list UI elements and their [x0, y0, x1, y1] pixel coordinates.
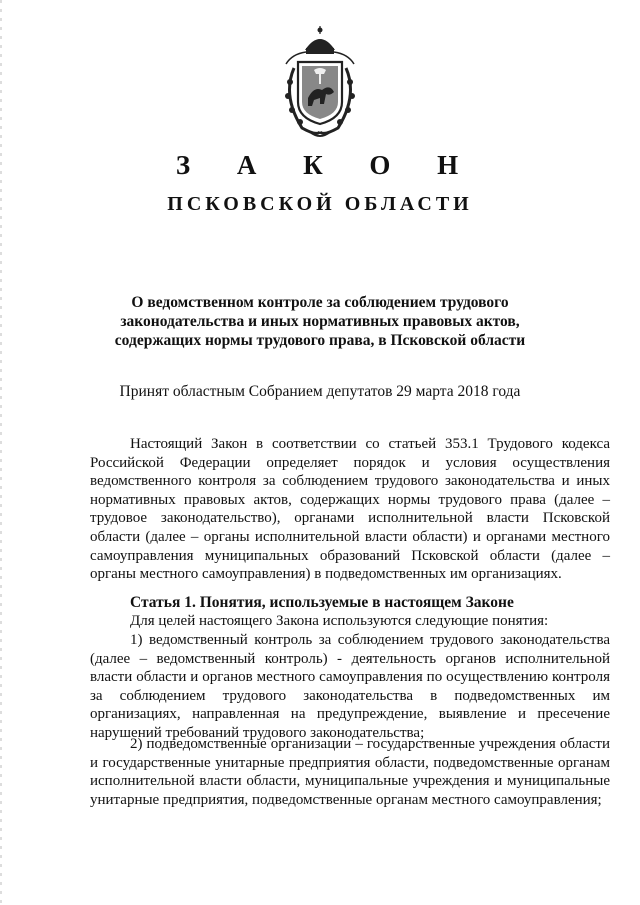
definition-item-1: 1) ведомственный контроль за соблюдением трудового законодательства (далее – ведомственный контроль) - деятельность органов исполнительной власти области и органов местного самоуправления по осуществлению контроля за соблюдением трудового законодательства в подведомственных им организациях, направленная на предупреждение, выявление и пресечение нарушений требований трудового законодательства;	[90, 632, 610, 741]
pskov-coat-of-arms-icon	[270, 24, 370, 144]
article-1-heading: Статья 1. Понятия, используемые в настоящем Законе	[130, 594, 514, 611]
definition-item-2: 2) подведомственные организации – государственные учреждения области и государственные унитарные предприятия области, подведомственные органам исполнительной власти области, муниципальные учреждения и муниципальные унитарные предприятия, подведомственные органам местного самоуправления;	[90, 736, 610, 808]
law-title: З А К О Н	[175, 150, 479, 180]
preamble-paragraph: Настоящий Закон в соответствии со статьей 353.1 Трудового кодекса Российской Федерации определяет порядок и условия осуществления ведомственного контроля за соблюдением трудового законодательства и иных нормативных правовых актов, содержащих нормы трудового права (далее – трудовое законодательство), органами исполнительной власти Псковской области (далее – органы исполнительной власти области) и органами местного самоуправления муниципальных образований Псковской области (далее – органы местного самоуправления) в подведомственных им организациях.	[90, 436, 610, 583]
scan-edge	[0, 0, 2, 905]
region-title: ПСКОВСКОЙ ОБЛАСТИ	[167, 193, 473, 215]
law-subject: О ведомственном контроле за соблюдением трудового законодательства и иных нормативных правовых актов, содержащих нормы трудового права, в Псковской области	[114, 294, 526, 349]
adoption-date: Принят областным Собранием депутатов 29 марта 2018 года	[119, 383, 521, 400]
definitions-intro: Для целей настоящего Закона используются следующие понятия:	[130, 613, 549, 629]
